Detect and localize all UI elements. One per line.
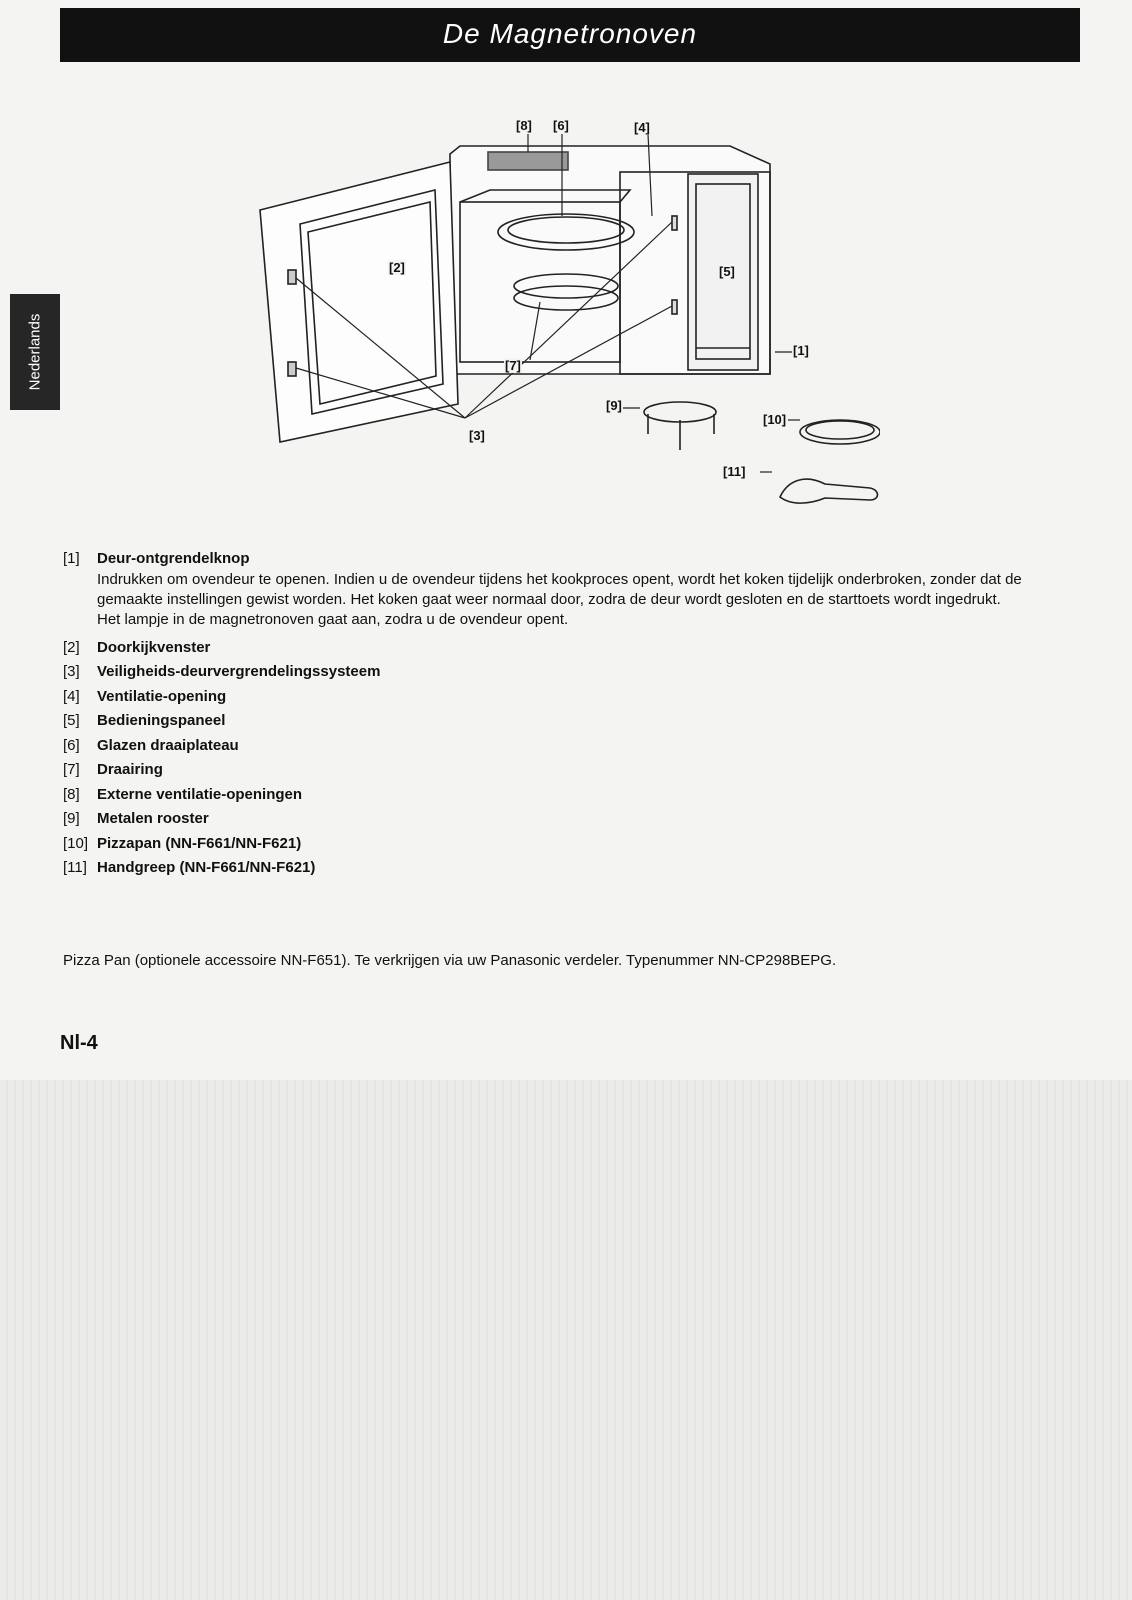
- part-item-11: [63, 856, 1063, 881]
- part-item-5: [63, 709, 1063, 734]
- part-label: Handgreep (NN-F661/NN-F621): [97, 859, 316, 876]
- part-number: [6]: [63, 736, 80, 754]
- part-label: Externe ventilatie-openingen: [97, 785, 303, 803]
- callout-9: [9]: [606, 398, 622, 413]
- title-bar: [60, 8, 1080, 62]
- parts-list: [63, 547, 1063, 881]
- callout-2: [2]: [389, 260, 405, 275]
- callout-8: [8]: [516, 118, 532, 133]
- language-tab-label: Nederlands: [26, 313, 44, 391]
- callout-1: [1]: [793, 343, 809, 358]
- callout-5: [5]: [719, 264, 735, 279]
- part-label: Doorkijkvenster: [97, 638, 211, 656]
- callout-7: [7]: [505, 358, 521, 373]
- language-tab: [10, 294, 60, 410]
- callout-11: [11]: [723, 464, 746, 479]
- part-number: [9]: [63, 810, 80, 827]
- part-label: Metalen rooster: [97, 810, 209, 827]
- callout-10: [10]: [763, 412, 787, 427]
- part-item-4: [63, 685, 1063, 710]
- part-number: [8]: [63, 785, 80, 803]
- callout-6: [6]: [553, 118, 569, 133]
- part-number: [3]: [63, 663, 80, 680]
- part-label: Bedieningspaneel: [97, 712, 226, 729]
- part-number: [10]: [63, 834, 89, 852]
- microwave-illustration: [240, 112, 880, 512]
- part-item-1: [63, 547, 1063, 572]
- part-number: [11]: [63, 859, 87, 876]
- description-paragraph: Indrukken om ovendeur te openen. Indien u de ovendeur tijdens het kookproces opent, wordt het koken tijdelijk onderbroken, zonder dat de gemaakte instellingen gewist worden. Het koken gaat weer normaal door, zodra de deur wordt gesloten en de starttoets wordt ingedrukt.: [97, 570, 1022, 608]
- part-label: Pizzapan (NN-F661/NN-F621): [97, 834, 302, 852]
- page-title: De Magnetronoven: [442, 18, 698, 49]
- part-item-9: [63, 807, 1063, 832]
- callout-3: [3]: [469, 428, 485, 443]
- part-label: Ventilatie-opening: [97, 687, 227, 705]
- part-item-2: [63, 636, 1063, 661]
- callout-4: [4]: [634, 120, 650, 135]
- part-item-8: [63, 783, 1063, 808]
- part-number: [7]: [63, 761, 80, 778]
- part-item-6: [63, 734, 1063, 759]
- part-label: Deur-ontgrendelknop: [97, 550, 250, 567]
- description-paragraph: Het lampje in de magnetronoven gaat aan, zodra u de ovendeur opent.: [97, 610, 569, 628]
- accessory-footnote: Pizza Pan (optionele accessoire NN-F651). Te verkrijgen via uw Panasonic verdeler. Typenummer NN-CP298BEPG.: [63, 952, 837, 969]
- blank-scan-area: [0, 1080, 1132, 1600]
- part-number: [5]: [63, 712, 80, 729]
- part-number: [2]: [63, 638, 80, 656]
- part-item-10: [63, 832, 1063, 857]
- microwave-diagram: [240, 112, 880, 512]
- part-item-7: [63, 758, 1063, 783]
- part-number: [4]: [63, 687, 80, 705]
- part-label: Veiligheids-deurvergrendelingssysteem: [97, 663, 381, 680]
- part-label: Glazen draaiplateau: [97, 736, 239, 754]
- part-item-3: [63, 660, 1063, 685]
- part-description: [63, 570, 1063, 630]
- part-label: Draairing: [97, 761, 163, 778]
- part-number: [1]: [63, 550, 80, 567]
- page-number: Nl-4: [60, 1032, 98, 1054]
